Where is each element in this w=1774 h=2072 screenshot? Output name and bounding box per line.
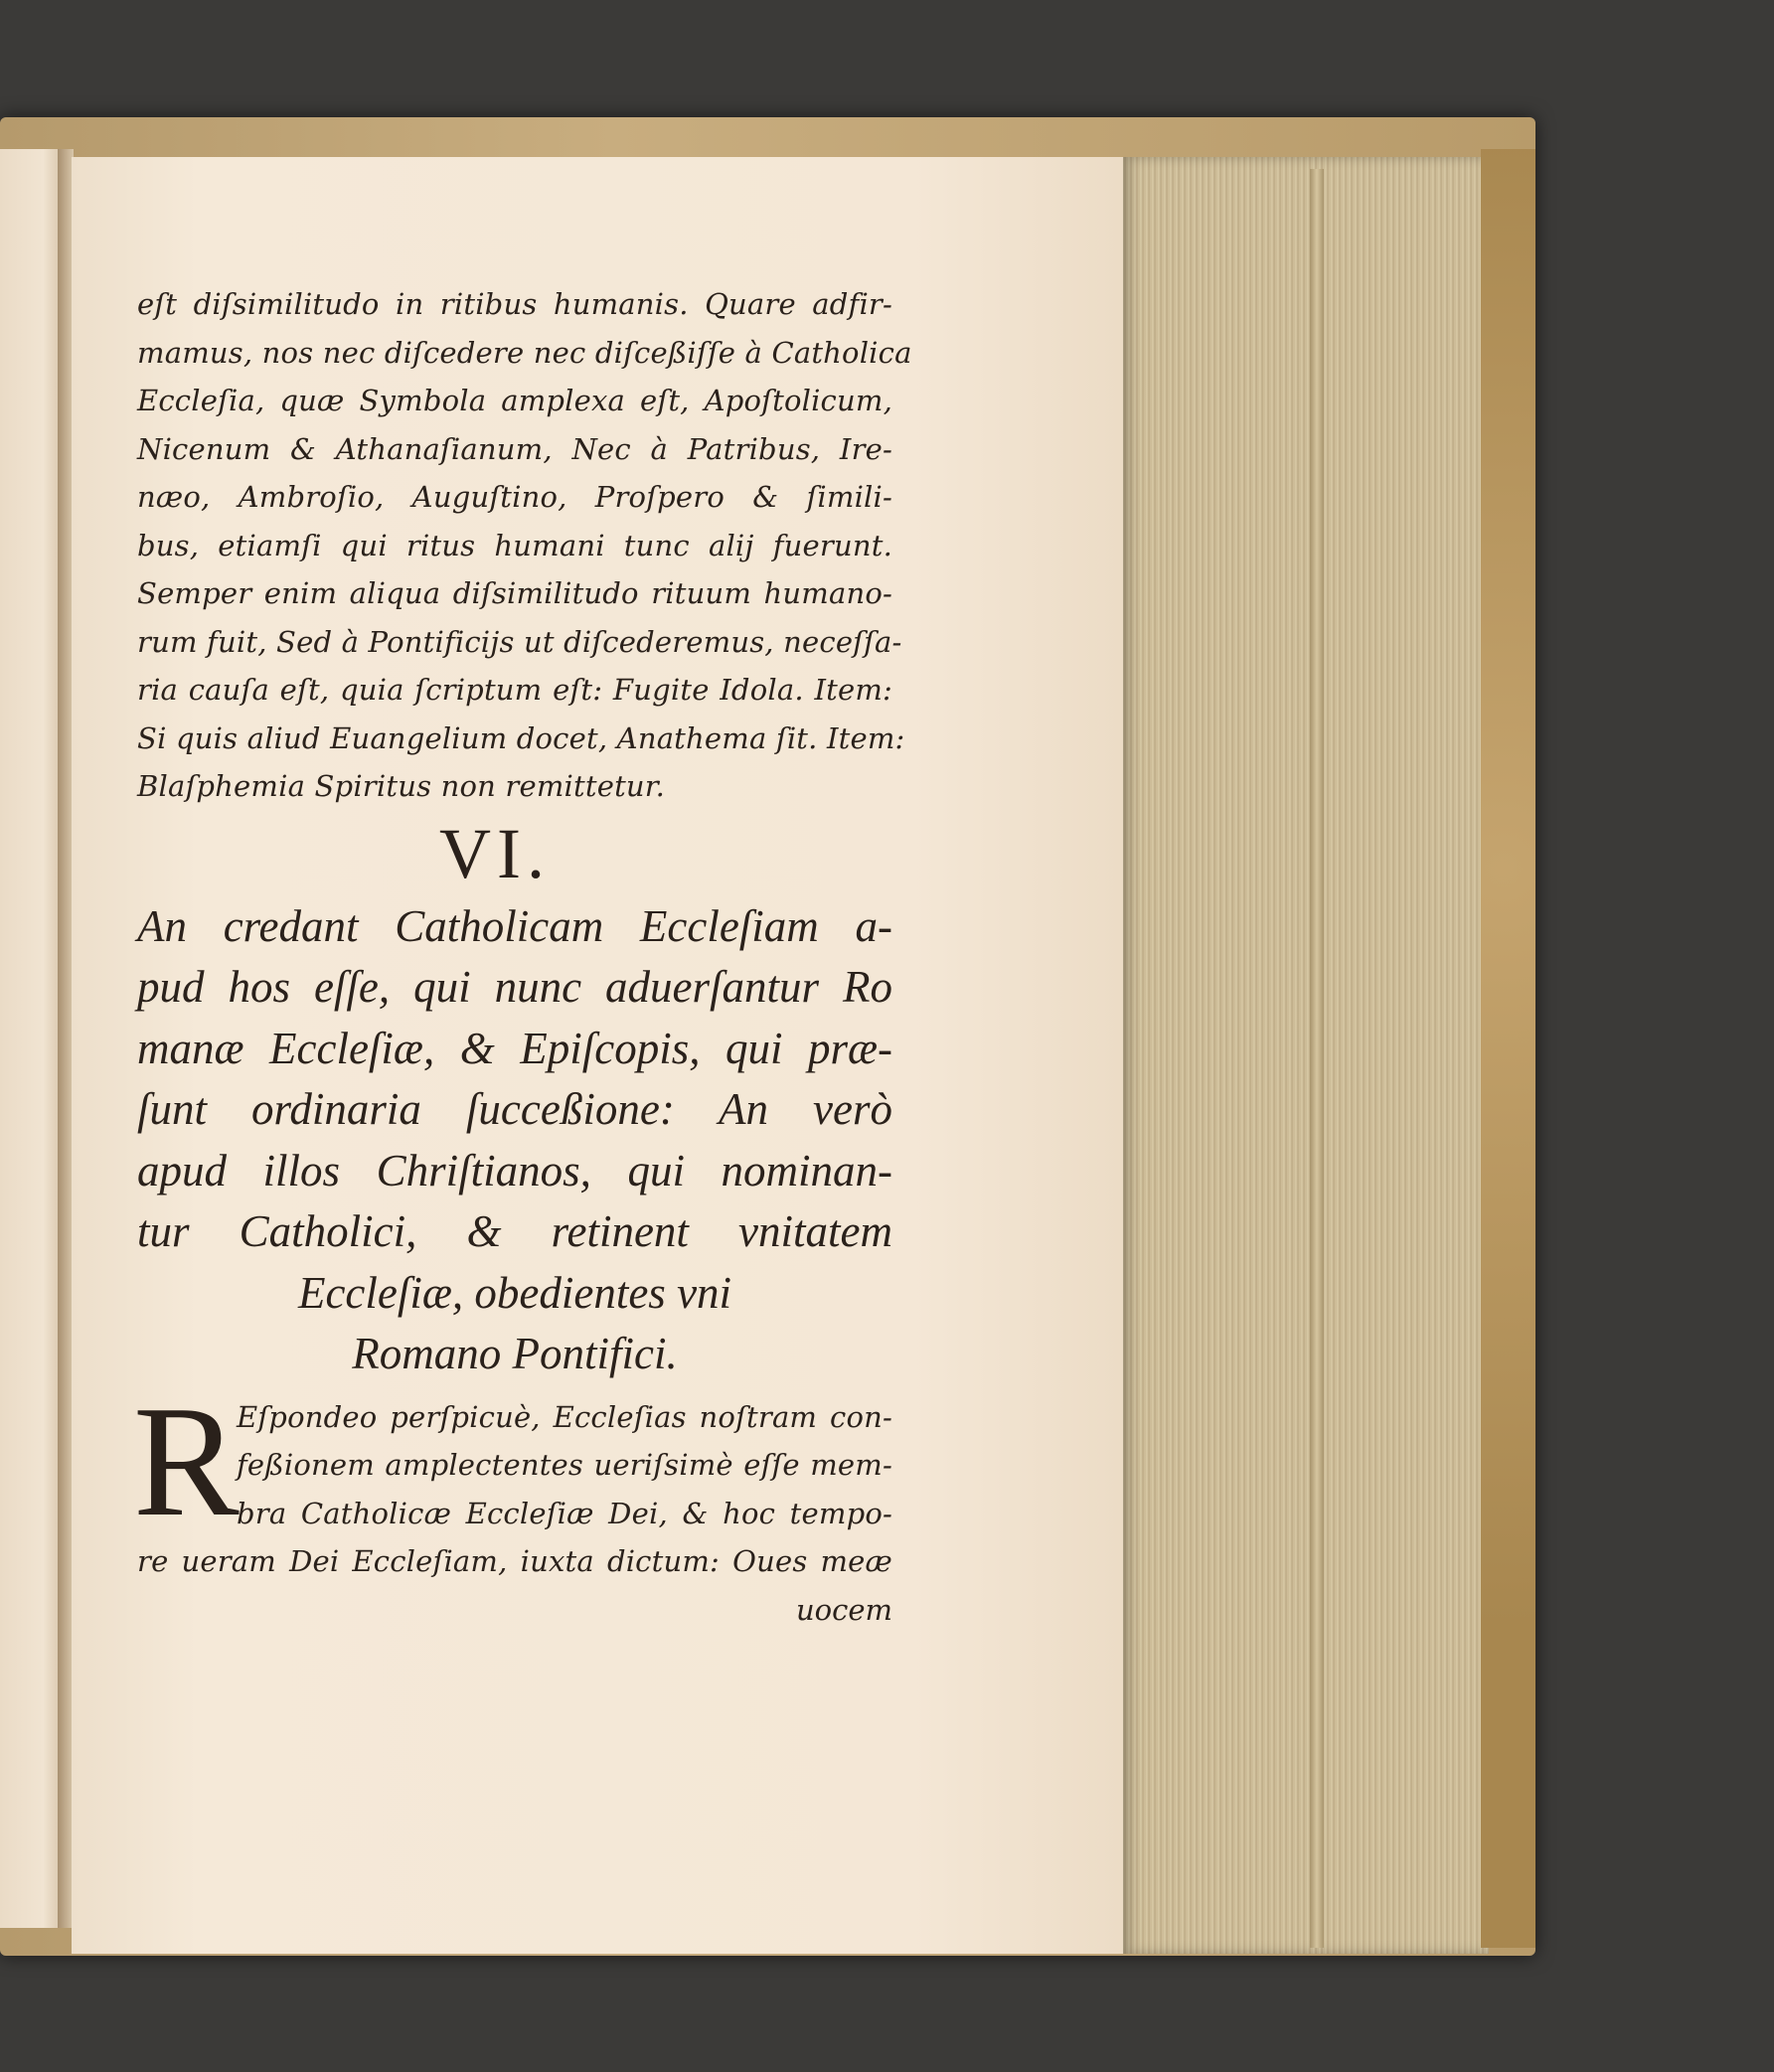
text-line: mamus, nos nec diſcedere nec diſceßiſſe à Catholica — [137, 335, 912, 370]
text-line: Eſpondeo perſpicuè, Eccleſias noſtram con- — [237, 1399, 892, 1434]
question-heading — [137, 896, 892, 1385]
page-block-edges — [1121, 157, 1489, 1954]
heading-line: apud illos Chriſtianos, qui nominan- — [137, 1145, 892, 1195]
text-line: næo, Ambroſio, Auguſtino, Proſpero & ſimili- — [137, 480, 892, 514]
heading-line: ſunt ordinaria ſucceßione: An verò — [137, 1084, 892, 1134]
text-line: bra Catholicæ Eccleſiæ Dei, & hoc tempo- — [237, 1496, 892, 1530]
facing-page-edge — [0, 149, 62, 1928]
text-line: Si quis aliud Euangelium docet, Anathema ſit. Item: — [137, 720, 905, 755]
text-line: bus, etiamſi qui ritus humani tunc alij fuerunt. — [137, 528, 892, 562]
answer-paragraph — [133, 1371, 892, 1586]
heading-line: pud hos eſſe, qui nunc aduerſantur Ro — [137, 962, 892, 1012]
text-line: Eccleſia, quæ Symbola amplexa eſt, Apoſtolicum, — [137, 384, 892, 417]
text-line: Nicenum & Athanaſianum, Nec à Patribus, Ire- — [137, 431, 892, 466]
drop-cap: R — [133, 1371, 240, 1549]
heading-line: tur Catholici, & retinent vnitatem — [137, 1206, 892, 1256]
heading-line: Romano Pontifici. — [352, 1329, 678, 1378]
section-numeral: VI. — [439, 813, 551, 893]
catchword: uocem — [795, 1592, 892, 1627]
text-line: eſt diſsimilitudo in ritibus humanis. Quare adfir- — [137, 287, 892, 321]
text-line: ria cauſa eſt, quia ſcriptum eſt: Fugite Idola. Item: — [137, 673, 892, 707]
page-block-divider — [1310, 169, 1324, 1948]
heading-line: manæ Eccleſiæ, & Epiſcopis, qui præ- — [137, 1023, 892, 1073]
text-line: feßionem amplectentes ueriſsimè eſſe mem- — [237, 1448, 892, 1482]
heading-line: An credant Catholicam Eccleſiam a- — [137, 900, 892, 951]
text-line: Blaſphemia Spiritus non remittetur. — [137, 769, 666, 803]
top-paragraph — [137, 280, 912, 811]
text-line: rum fuit, Sed à Pontificijs ut diſcederemus, neceſſa- — [137, 624, 902, 659]
text-line: Semper enim aliqua diſsimilitudo rituum humano- — [137, 576, 892, 610]
page-text — [133, 280, 912, 1634]
cover-board-edge — [1481, 149, 1535, 1948]
heading-line: Eccleſiæ, obedientes vni — [297, 1267, 732, 1318]
text-line: re ueram Dei Eccleſiam, iuxta dictum: Oues meæ — [137, 1544, 892, 1578]
